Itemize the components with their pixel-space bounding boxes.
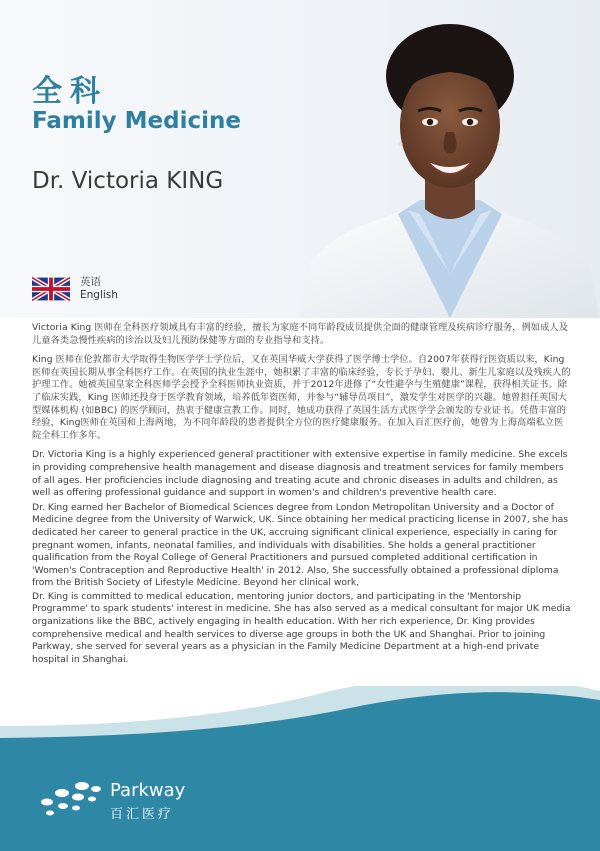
doctor-portrait	[300, 14, 600, 318]
doctor-name: Dr. Victoria KING	[32, 168, 224, 194]
bio-cn-paragraph-2: King 医师在伦敦都市大学取得生物医学学士学位后，又在英国华威大学获得了医学博士学位。自2007年获得行医资质以来，King 医师在英国长期从事全科医疗工作。在英国的执业生涯中，她积累了丰富的临床经验，专长于孕妇、婴儿、新生儿家庭以及残疾人的护理工作。她被英国皇家全科医师学会授予全科医师执业资质，并于2012年进修了“女性避孕与生殖健康”课程，获得相关证书。除了临床实践，King 医师还投身于医学教育领域，培养低年资医师，并参与“辅导员项目”，激发学生对医学的兴趣。她曾担任英国大型媒体机构 (如BBC) 的医学顾问，热衷于健康宣教工作。同时，她成功获得了英国生活方式医学学会颁发的专业证书。凭借丰富的经验，King医师在英国和上海两地，为不同年龄段的患者提供全方位的医疗健康服务。在加入百汇医疗前，她曾为上海高端私立医院全科工作多年。	[32, 354, 571, 441]
brand-name-chinese: 百汇医疗	[110, 807, 175, 822]
bio-en-paragraph-2: Dr. King earned her Bachelor of Biomedical Sciences degree from London Metropolitan University and a Doctor of Medicine degree from the University of Warwick, UK. Since obtaining her medical practicing license in 2007, she has dedicated her career to general practice in the UK, accruing significant clinical experience, especially in caring for pregnant women, infants, neonatal families, and individuals with disabilities. She holds a general practitioner qualification from the Royal College of General Practitioners and pursued completed additional certification in 'Women's Contraception and Reproductive Health' in 2012. Also, She successfully obtained a professional diploma from the British Society of Lifestyle Medicine. Beyond her clinical work,	[32, 501, 569, 589]
brand-name-english: Parkway	[110, 780, 186, 801]
bio-en-paragraph-1: Dr. Victoria King is a highly experienced general practitioner with extensive expertise in family medicine. She excels in providing comprehensive health management and disease diagnosis and treatment services for family members of all ages. Her proficiencies include diagnosing and treating acute and chronic diseases in adults and children, as well as offering professional guidance and support in women's and children's preventive health care.	[32, 449, 568, 499]
uk-flag-icon	[32, 277, 70, 301]
page-title-english: Family Medicine	[32, 108, 241, 134]
bio-cn-paragraph-1: Victoria King 医师在全科医疗领域具有丰富的经验，擅长为家庭不同年龄段成员提供全面的健康管理及疾病诊疗服务，例如成人及儿童各类急慢性疾病的诊治以及妇儿预防保健等方面的专业指导和支持。	[32, 322, 569, 346]
parkway-dots-logo	[38, 780, 104, 818]
footer-wave	[0, 686, 600, 851]
page-title-chinese: 全科	[32, 74, 108, 109]
bio-en-paragraph-3: Dr. King is committed to medical education, mentoring junior doctors, and participating in the 'Mentorship Programme' to spark students' interest in medicine. She has also served as a medical consultant for major UK media organizations like the BBC, actively engaging in health education. With her rich experience, Dr. King provides comprehensive medical and health services to diverse age groups in both the UK and Shanghai. Prior to joining Parkway, she served for several years as a physician in the Family Medicine Department at a high-end private hospital in Shanghai.	[32, 590, 571, 665]
language-label-chinese: 英语	[80, 276, 101, 288]
biography	[32, 322, 572, 667]
language-label-english: English	[80, 289, 118, 301]
